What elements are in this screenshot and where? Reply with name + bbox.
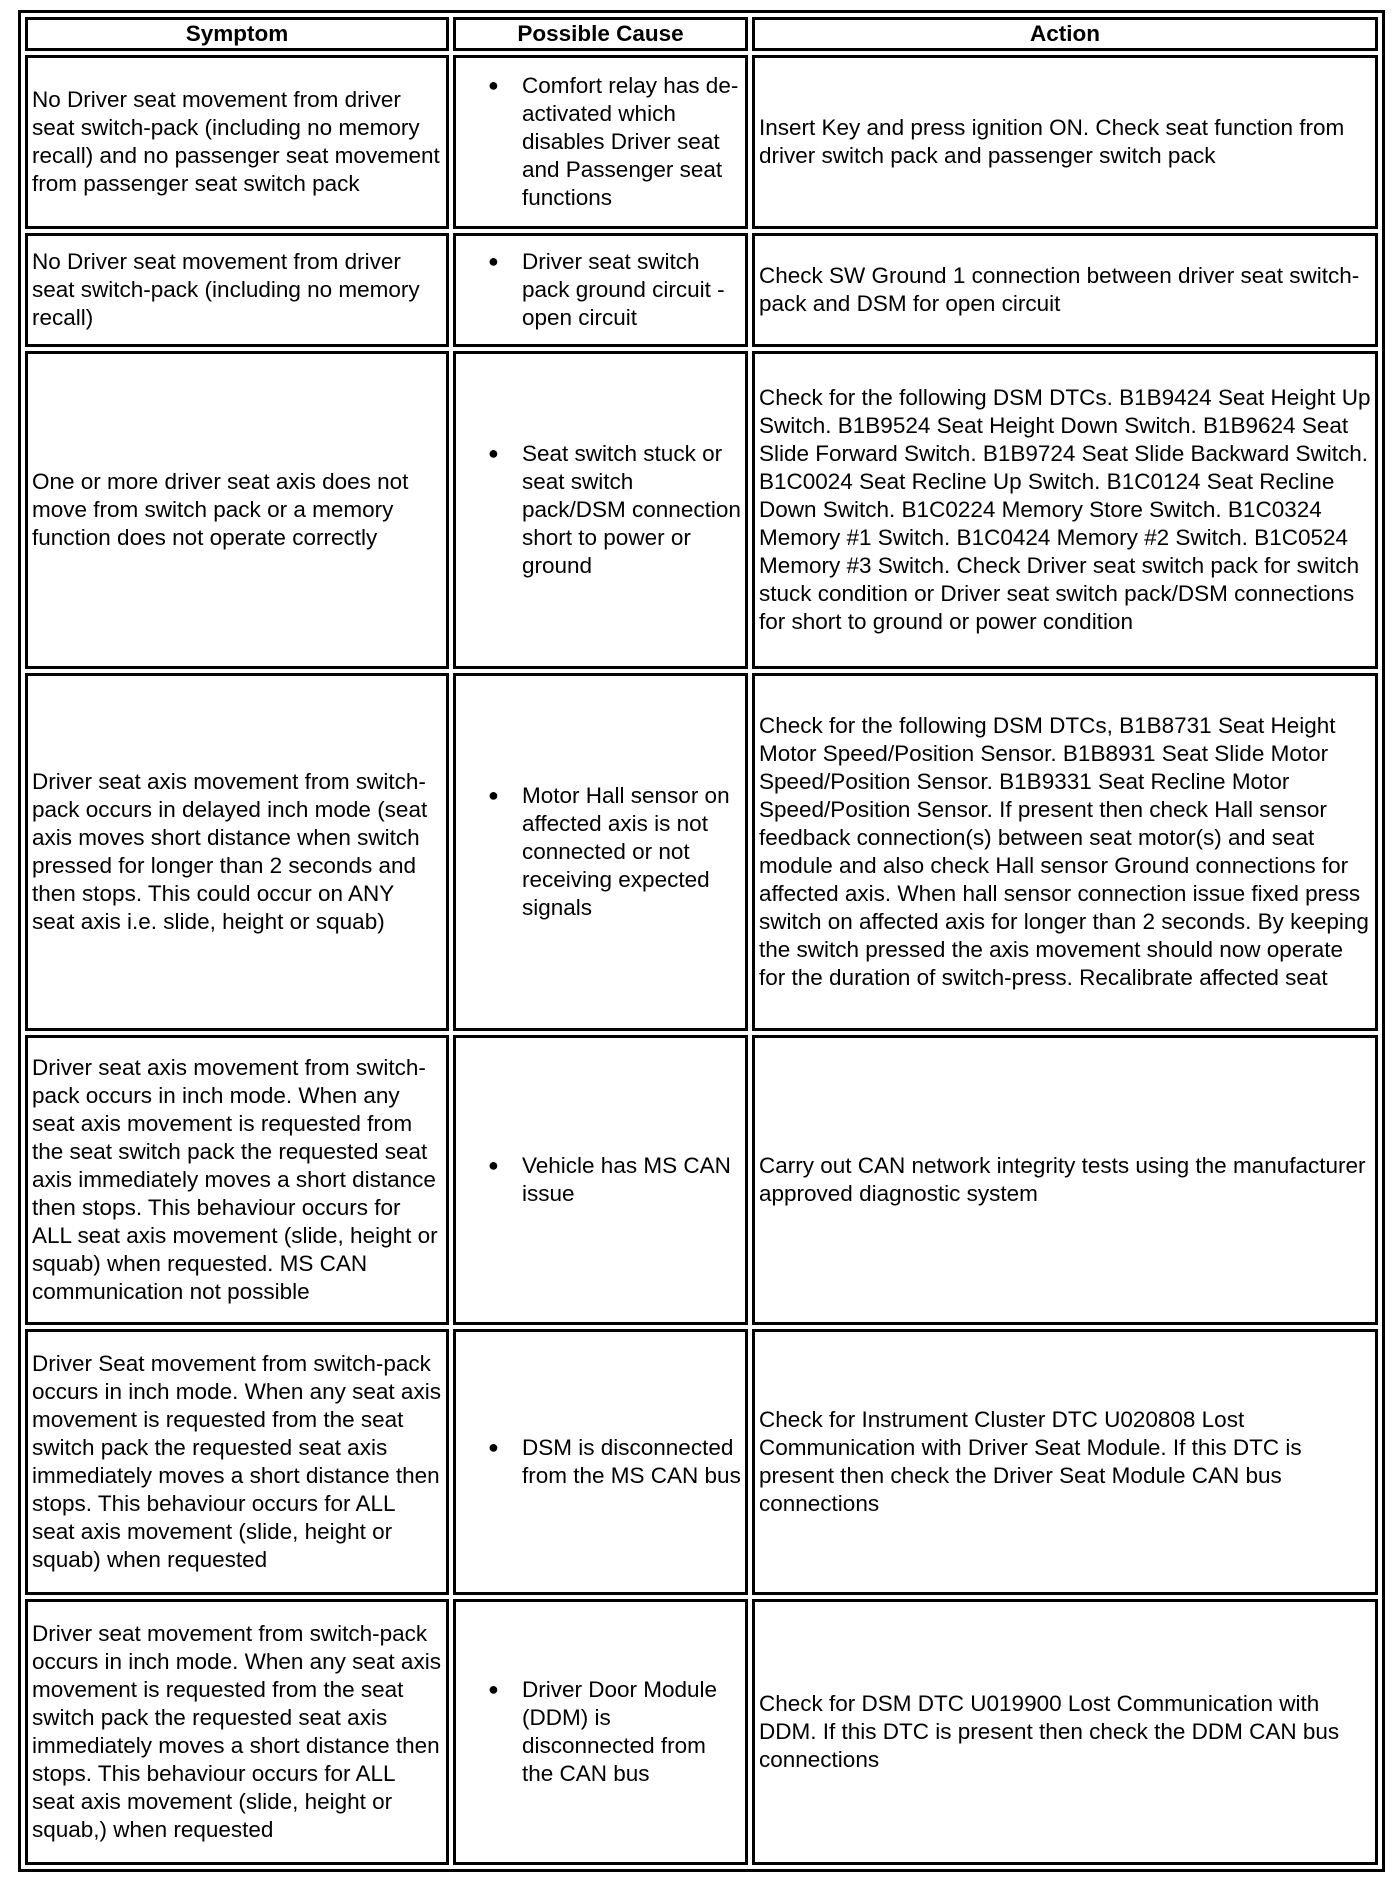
cause-cell [453, 233, 748, 347]
table-row [25, 55, 1378, 229]
cause-item: ● Comfort relay has de-activated which disables Driver seat and Passenger seat functions [522, 72, 741, 212]
cause-item: ● Vehicle has MS CAN issue [522, 1152, 741, 1208]
table-row [25, 1599, 1378, 1865]
action-cell: Carry out CAN network integrity tests using the manufacturer approved diagnostic system [752, 1035, 1378, 1325]
symptom-cell: No Driver seat movement from driver seat switch-pack (including no memory recall) [25, 233, 449, 347]
action-cell: Check for Instrument Cluster DTC U020808 Lost Communication with Driver Seat Module. If this DTC is present then check the Driver Seat Module CAN bus connections [752, 1329, 1378, 1595]
possible-cause-header: Possible Cause [453, 17, 748, 51]
symptom-cell: Driver seat axis movement from switch-pack occurs in delayed inch mode (seat axis moves short distance when switch pressed for longer than 2 seconds and then stops. This could occur on ANY seat axis i.e. slide, height or squab) [25, 673, 449, 1031]
cause-cell [453, 1035, 748, 1325]
table-row [25, 673, 1378, 1031]
action-cell: Check for the following DSM DTCs, B1B8731 Seat Height Motor Speed/Position Sensor. B1B8931 Seat Slide Motor Speed/Position Sensor. B1B9331 Seat Recline Motor Speed/Position Sensor. If present then check Hall sensor feedback connection(s) between seat motor(s) and seat module and also check Hall sensor Ground connections for affected axis. When hall sensor connection issue fixed press switch on affected axis for longer than 2 seconds. By keeping the switch pressed the axis movement should now operate for the duration of switch-press. Recalibrate affected seat [752, 673, 1378, 1031]
diagnostic-table [18, 10, 1385, 1872]
cause-cell [453, 673, 748, 1031]
symptom-cell: One or more driver seat axis does not move from switch pack or a memory function does not operate correctly [25, 351, 449, 669]
cause-cell [453, 1599, 748, 1865]
action-cell: Check for the following DSM DTCs. B1B9424 Seat Height Up Switch. B1B9524 Seat Height Down Switch. B1B9624 Seat Slide Forward Switch. B1B9724 Seat Slide Backward Switch. B1C0024 Seat Recline Up Switch. B1C0124 Seat Recline Down Switch. B1C0224 Memory Store Switch. B1C0324 Memory #1 Switch. B1C0424 Memory #2 Switch. B1C0524 Memory #3 Switch. Check Driver seat switch pack for switch stuck condition or Driver seat switch pack/DSM connections for short to ground or power condition [752, 351, 1378, 669]
header-row [25, 17, 1378, 51]
symptom-cell: Driver seat movement from switch-pack occurs in inch mode. When any seat axis movement is requested from the seat switch pack the requested seat axis immediately moves a short distance then stops. This behaviour occurs for ALL seat axis movement (slide, height or squab,) when requested [25, 1599, 449, 1865]
symptom-header: Symptom [25, 17, 449, 51]
symptom-cell: Driver Seat movement from switch-pack occurs in inch mode. When any seat axis movement is requested from the seat switch pack the requested seat axis immediately moves a short distance then stops. This behaviour occurs for ALL seat axis movement (slide, height or squab) when requested [25, 1329, 449, 1595]
cause-item: ● Driver seat switch pack ground circuit - open circuit [522, 248, 741, 332]
symptom-cell: Driver seat axis movement from switch-pack occurs in inch mode. When any seat axis movement is requested from the seat switch pack the requested seat axis immediately moves a short distance then stops. This behaviour occurs for ALL seat axis movement (slide, height or squab) when requested. MS CAN communication not possible [25, 1035, 449, 1325]
action-cell: Insert Key and press ignition ON. Check seat function from driver switch pack and passenger switch pack [752, 55, 1378, 229]
cause-item: ● DSM is disconnected from the MS CAN bus [522, 1434, 741, 1490]
action-cell: Check SW Ground 1 connection between driver seat switch-pack and DSM for open circuit [752, 233, 1378, 347]
cause-item: ● Seat switch stuck or seat switch pack/DSM connection short to power or ground [522, 440, 741, 580]
cause-item: ● Motor Hall sensor on affected axis is not connected or not receiving expected signals [522, 782, 741, 922]
cause-cell [453, 55, 748, 229]
action-header: Action [752, 17, 1378, 51]
symptom-cell: No Driver seat movement from driver seat switch-pack (including no memory recall) and no passenger seat movement from passenger seat switch pack [25, 55, 449, 229]
cause-cell [453, 351, 748, 669]
table-row [25, 233, 1378, 347]
table-row [25, 1329, 1378, 1595]
cause-cell [453, 1329, 748, 1595]
action-cell: Check for DSM DTC U019900 Lost Communication with DDM. If this DTC is present then check the DDM CAN bus connections [752, 1599, 1378, 1865]
cause-item: ● Driver Door Module (DDM) is disconnected from the CAN bus [522, 1676, 741, 1788]
table-row [25, 1035, 1378, 1325]
table-row [25, 351, 1378, 669]
